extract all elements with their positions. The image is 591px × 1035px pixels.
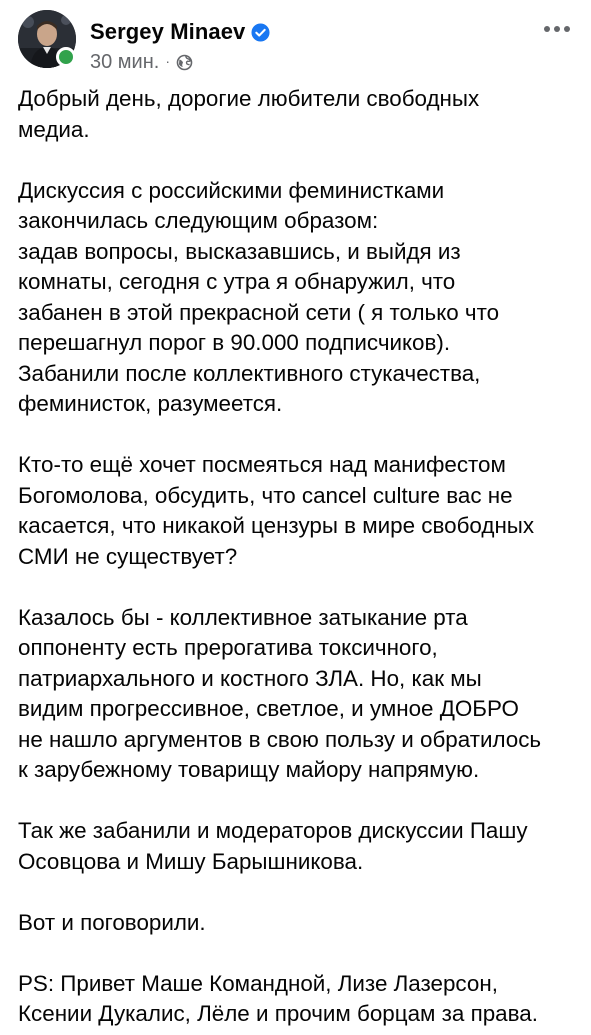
post-header <box>18 10 579 76</box>
post-paragraph: Кто-то ещё хочет посмеяться над манифестом Богомолова, обсудить, что cancel culture вас не касается, что никакой цензуры в мире свободных СМИ не существует? <box>18 452 535 569</box>
post-paragraph: Вот и поговорили. <box>18 909 206 935</box>
author-name[interactable]: Sergey Minaev <box>90 19 246 44</box>
meta-separator: · <box>165 52 170 69</box>
post-paragraph: Казалось бы - коллективное затыкание рта оппоненту есть прерогатива токсичного, патриархального и костного ЗЛА. Но, как мы видим прогрессивное, светлое, и умное ДОБРО не нашло аргументов в свою пользу и обратилось к зарубежному товарищу майору напрямую. <box>18 604 542 782</box>
author-avatar[interactable] <box>18 10 76 68</box>
online-status-indicator <box>56 47 76 67</box>
more-options-button[interactable] <box>535 14 579 44</box>
post-text <box>18 84 578 1030</box>
post-paragraph: Так же забанили и модераторов дискуссии Пашу Осовцова и Мишу Барышникова. <box>18 818 528 874</box>
globe-icon[interactable] <box>176 54 193 71</box>
post-paragraph: Добрый день, дорогие любители свободных медиа. <box>18 86 480 142</box>
more-options-icon <box>543 25 571 33</box>
post-timestamp[interactable]: 30 мин. <box>90 51 160 73</box>
author-name-row <box>90 19 270 45</box>
post-paragraph: Дискуссия с российскими феминистками закончилась следующим образом: задав вопросы, высказавшись, и выйдя из комнаты, сегодня с утра я обнаружил, что забанен в этой прекрасной сети ( я только что перешагнул порог в 90.000 подписчиков). Забанили после коллективного стукачества, феминисток, разумеется. <box>18 177 500 416</box>
post-meta <box>90 10 270 74</box>
verified-badge-icon <box>251 23 270 42</box>
post-paragraph: PS: Привет Маше Командной, Лизе Лазерсон, Ксении Дукалис, Лёле и прочим борцам за права. <box>18 970 538 1026</box>
post-subline <box>90 51 270 74</box>
